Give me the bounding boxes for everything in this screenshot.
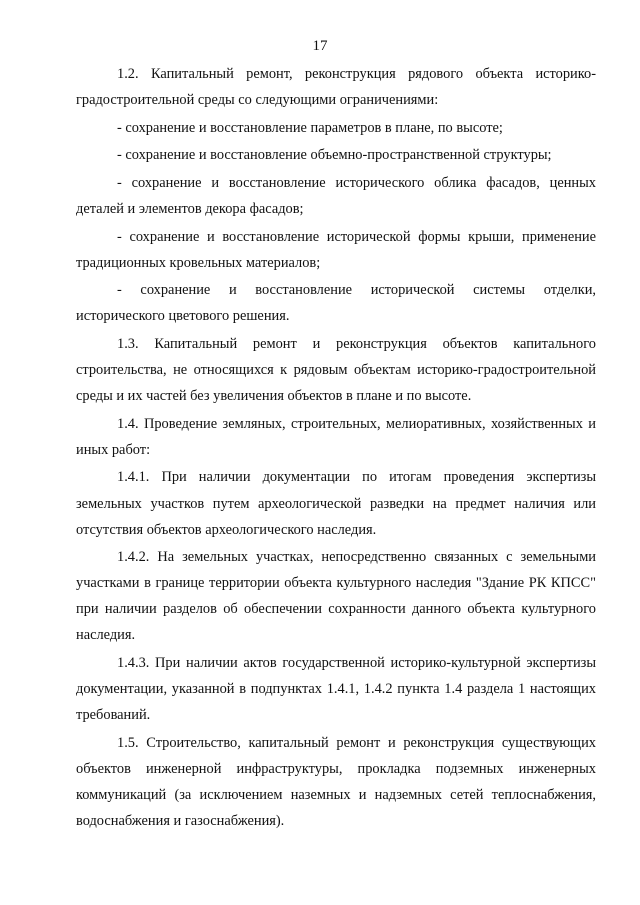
paragraph-1-4: 1.4. Проведение земляных, строительных, мелиоративных, хозяйственных и иных работ: — [76, 415, 596, 458]
list-item-plan-height: - сохранение и восстановление параметров в плане, по высоте; — [117, 119, 503, 136]
paragraph-1-3: 1.3. Капитальный ремонт и реконструкция объектов капитального строительства, не относящихся к рядовым объектам историко-градостроительной среды и их частей без увеличения объектов в плане и по высоте. — [76, 335, 596, 405]
document-body — [76, 61, 596, 836]
paragraph-1-4-2: 1.4.2. На земельных участках, непосредственно связанных с земельными участками в границе территории объекта культурного наследия "Здание РК КПСС" при наличии разделов об обеспечении сохранности данного объекта культурного наследия. — [76, 549, 596, 644]
paragraph-1-5: 1.5. Строительство, капитальный ремонт и реконструкция существующих объектов инженерной инфраструктуры, прокладка подземных инженерных коммуникаций (за исключением наземных и надземных сетей теплоснабжения, водоснабжения и газоснабжения). — [76, 734, 596, 830]
paragraph-1-4-3: 1.4.3. При наличии актов государственной историко-культурной экспертизы документации, указанной в подпунктах 1.4.1, 1.4.2 пункта 1.4 раздела 1 настоящих требований. — [76, 655, 596, 724]
list-item-roof-form: - сохранение и восстановление исторической формы крыши, применение традиционных кровельных материалов; — [76, 228, 596, 271]
paragraph-1-2: 1.2. Капитальный ремонт, реконструкция рядового объекта историко-градостроительной среды со следующими ограничениями: — [76, 66, 596, 109]
paragraph-1-4-1: 1.4.1. При наличии документации по итогам проведения экспертизы земельных участков путем археологической разведки на предмет наличия или отсутствия объектов археологического наследия. — [76, 469, 596, 538]
list-item-facade-appearance: - сохранение и восстановление исторического облика фасадов, ценных деталей и элементов декора фасадов; — [76, 174, 596, 217]
list-item-spatial-structure: - сохранение и восстановление объемно-пространственной структуры; — [117, 147, 552, 164]
page-number: 17 — [312, 38, 328, 54]
list-item-finish-system: - сохранение и восстановление исторической системы отделки, исторического цветового решения. — [76, 282, 596, 325]
